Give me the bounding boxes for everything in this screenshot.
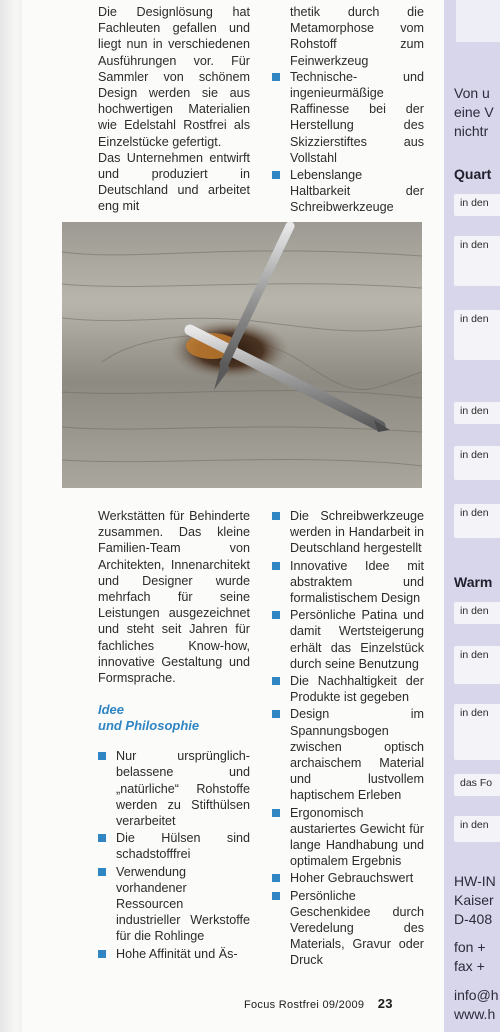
- section-heading-idee: Idee und Philosophie: [98, 702, 200, 734]
- continued-bullet-text: thetik durch die Metamorphose vom Rohstoff zum Feinwerkzeug: [290, 5, 424, 68]
- intro-paragraph: Die Designlösung hat Fachleuten gefallen und liegt nun in verschiedenen Ausführungen vor. Für Sammler von schönem Design werden sie aus hochwertigen Materialien wie Edelstahl Rostfrei als Einzelstücke gefertigt.: [98, 5, 250, 149]
- bullet-text: Die Schreibwerkzeuge werden in Handarbeit in Deutschland hergestellt: [290, 509, 424, 556]
- bullet-text: Hohe Affinität und Äs-: [116, 946, 238, 961]
- product-photo-pens-on-wood: [62, 222, 422, 488]
- column-left-top: [98, 4, 250, 215]
- column-right-top: [272, 4, 424, 217]
- square-bullet-icon: [272, 512, 280, 520]
- sidebar-fax: fax +: [454, 958, 485, 974]
- feature-list-top: [272, 69, 424, 216]
- sidebar-box: in den: [454, 646, 500, 684]
- bullet-item: [98, 748, 250, 829]
- sidebar-intro-1: Von u: [454, 85, 490, 101]
- square-bullet-icon: [272, 677, 280, 685]
- bullet-text: Die Hülsen sind schadstofffrei: [116, 831, 250, 862]
- sidebar-address-3: D-408: [454, 911, 493, 927]
- sidebar-heading-quart: Quart: [454, 166, 492, 182]
- square-bullet-icon: [272, 171, 280, 179]
- square-bullet-icon: [98, 752, 106, 760]
- bullet-item: [272, 673, 424, 705]
- square-bullet-icon: [272, 73, 280, 81]
- bullet-item: [98, 946, 250, 962]
- bullet-text: Verwendung vorhandener Ressourcen industrieller Werkstoffe für die Rohlinge: [116, 864, 250, 944]
- bullet-text: Hoher Gebrauchswert: [290, 871, 414, 886]
- bullet-text: Design im Spannungsbogen zwischen optisch archaischem Material und lustvollem haptischem Erleben: [290, 707, 424, 803]
- page-binding-shadow: [0, 0, 22, 1032]
- column-right-bottom: [272, 508, 424, 970]
- sidebar-intro-2: eine V: [454, 104, 494, 120]
- square-bullet-icon: [98, 868, 106, 876]
- square-bullet-icon: [272, 562, 280, 570]
- square-bullet-icon: [272, 611, 280, 619]
- bullet-item: [272, 888, 424, 969]
- bullet-item: [272, 870, 424, 886]
- square-bullet-icon: [98, 950, 106, 958]
- square-bullet-icon: [272, 710, 280, 718]
- sidebar-email: info@h: [454, 987, 499, 1003]
- bullet-item: [98, 864, 250, 945]
- adjacent-page-sidebar: [444, 0, 500, 1032]
- bullet-text: Lebenslange Haltbarkeit der Schreibwerkzeuge: [290, 168, 424, 215]
- bullet-item: [272, 508, 424, 557]
- sidebar-box: in den: [454, 310, 500, 360]
- sidebar-box: das Fo: [454, 774, 500, 796]
- pens-illustration: [62, 222, 422, 488]
- square-bullet-icon: [272, 892, 280, 900]
- sidebar-box: in den: [454, 236, 500, 286]
- philosophy-list-right: [272, 508, 424, 969]
- bullet-text: Persönliche Geschenkidee durch Veredelung des Materials, Gravur oder Druck: [290, 888, 424, 968]
- bullet-text: Persönliche Patina und damit Wertsteigerung erhält das Einzelstück durch seine Benutzung: [290, 608, 424, 671]
- square-bullet-icon: [272, 809, 280, 817]
- sidebar-box: in den: [454, 194, 500, 216]
- sidebar-box: in den: [454, 816, 500, 842]
- bullet-text: Ergonomisch austariertes Gewicht für lange Handhabung und optimalem Ergebnis: [290, 805, 424, 869]
- sidebar-intro-3: nichtr: [454, 123, 489, 139]
- sidebar-heading-warm: Warm: [454, 574, 493, 590]
- bullet-text: Innovative Idee mit abstraktem und formalistischem Design: [290, 558, 424, 606]
- sidebar-website: www.h: [454, 1006, 496, 1022]
- philosophy-list-left: [98, 748, 250, 962]
- sidebar-box: in den: [454, 402, 500, 424]
- sidebar-address-2: Kaiser: [454, 892, 494, 908]
- column-left-bottom: [98, 508, 250, 963]
- bullet-item: [272, 805, 424, 870]
- sidebar-top-box: [456, 0, 500, 42]
- sidebar-box: in den: [454, 504, 500, 538]
- sidebar-phone: fon +: [454, 939, 486, 955]
- bullet-text: Nur ursprünglich- belassene und „natürliche“ Rohstoffe werden zu Stifthülsen verarbeitet: [116, 749, 250, 829]
- company-paragraph: Das Unternehmen entwirft und produziert in Deutschland und arbeitet eng mit: [98, 150, 250, 214]
- sidebar-address-1: HW-IN: [454, 873, 496, 889]
- sidebar-box: in den: [454, 446, 500, 480]
- square-bullet-icon: [272, 874, 280, 882]
- sidebar-box: in den: [454, 602, 500, 624]
- bullet-item: [272, 69, 424, 166]
- bullet-text: Technische- und ingenieurmäßige Raffinesse bei der Herstellung des Skizzierstiftes aus Vollstahl: [290, 69, 424, 165]
- bullet-item: [272, 167, 424, 216]
- square-bullet-icon: [98, 834, 106, 842]
- team-paragraph: Werkstätten für Behinderte zusammen. Das kleine Familien-Team von Architekten, Innenarchitekt und Designer wurde mehrfach für seine Leistungen ausgezeichnet und steht seit Jahren für fachliches Know-how, innovative Gestaltung und Formsprache.: [98, 509, 250, 686]
- page-number: 23: [377, 996, 393, 1011]
- bullet-item: [272, 558, 424, 607]
- bullet-item: [272, 607, 424, 672]
- page-footer: [244, 996, 393, 1011]
- bullet-item: [272, 706, 424, 803]
- bullet-item: [98, 830, 250, 862]
- bullet-text: Die Nachhaltigkeit der Produkte ist gegeben: [290, 674, 424, 705]
- magazine-issue: Focus Rostfrei 09/2009: [244, 999, 365, 1011]
- sidebar-box: in den: [454, 704, 500, 760]
